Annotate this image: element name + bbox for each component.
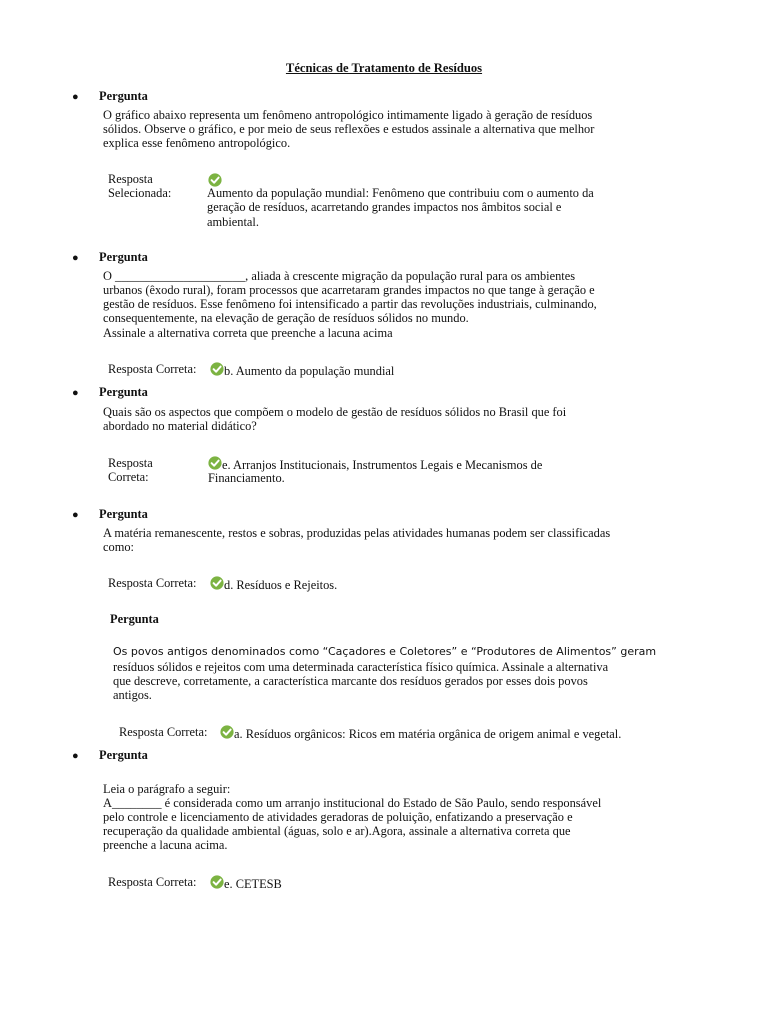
answer-text-line: ambiental. <box>207 215 259 229</box>
question-text-line: consequentemente, na elevação de geração de resíduos sólidos no mundo. <box>103 311 469 325</box>
question-text-line: preenche a lacuna acima. <box>103 838 228 852</box>
green-check-circle-icon <box>208 173 222 187</box>
bullet-dot-icon: ● <box>72 91 79 103</box>
green-check-circle-icon <box>208 456 222 470</box>
answer-label: Resposta Correta: <box>119 725 208 739</box>
question-text-line: Assinale a alternativa correta que preenche a lacuna acima <box>103 326 393 340</box>
question-text-line: Os povos antigos denominados como “Caçadores e Coletores” e “Produtores de Alimentos” geram <box>113 645 657 658</box>
question-text-line: gestão de resíduos. Esse fenômeno foi intensificado a partir das revoluções industriais, culminando, <box>103 297 597 311</box>
question-label: Pergunta <box>99 748 148 762</box>
question-label: Pergunta <box>99 89 148 103</box>
question-text-line: urbanos (êxodo rural), foram processos que acarretaram grandes impactos no que tange à geração e <box>103 283 595 297</box>
question-text-line: sólidos. Observe o gráfico, e por meio de seus reflexões e estudos assinale a alternativa que melhor <box>103 122 595 136</box>
answer-label: Correta: <box>108 470 149 484</box>
green-check-circle-icon <box>210 362 224 376</box>
bullet-dot-icon: ● <box>72 750 79 762</box>
question-text-line: abordado no material didático? <box>103 419 257 433</box>
question-text-line: A matéria remanescente, restos e sobras, produzidas pelas atividades humanas podem ser classificadas <box>103 526 611 540</box>
answer-label: Resposta Correta: <box>108 362 197 376</box>
green-check-circle-icon <box>210 875 224 889</box>
question-text-line: que descreve, corretamente, a característica marcante dos resíduos gerados por esses dois povos <box>113 674 588 688</box>
answer-label: Resposta Correta: <box>108 875 197 889</box>
answer-label: Resposta Correta: <box>108 576 197 590</box>
question-label: Pergunta <box>99 385 148 399</box>
answer-text-line: Financiamento. <box>208 471 285 485</box>
answer-text: a. Resíduos orgânicos: Ricos em matéria orgânica de origem animal e vegetal. <box>234 727 622 741</box>
answer-text-line: Aumento da população mundial: Fenômeno que contribuiu com o aumento da <box>207 186 594 200</box>
bullet-dot-icon: ● <box>72 387 79 399</box>
question-text-line: O gráfico abaixo representa um fenômeno antropológico intimamente ligado à geração de resíduos <box>103 108 593 122</box>
question-text-line: pelo controle e licenciamento de atividades geradoras de poluição, enfatizando a preservação e <box>103 810 573 824</box>
question-text-line: recuperação da qualidade ambiental (águas, solo e ar).Agora, assinale a alternativa correta que <box>103 824 571 838</box>
answer-text-line: geração de resíduos, acarretando grandes impactos nos âmbitos social e <box>207 200 562 214</box>
answer-text: e. CETESB <box>224 877 282 891</box>
question-text-line: antigos. <box>113 688 152 702</box>
answer-text-line: e. Arranjos Institucionais, Instrumentos Legais e Mecanismos de <box>222 458 543 472</box>
question-label: Pergunta <box>110 612 159 626</box>
document-title: Técnicas de Tratamento de Resíduos <box>285 61 483 75</box>
question-text-line: Leia o parágrafo a seguir: <box>103 782 231 796</box>
answer-text: d. Resíduos e Rejeitos. <box>224 578 338 592</box>
question-text-line: O _____________________, aliada à crescente migração da população rural para os ambientes <box>103 269 576 283</box>
question-text-line: como: <box>103 540 134 554</box>
question-text-line: explica esse fenômeno antropológico. <box>103 136 291 150</box>
bullet-dot-icon: ● <box>72 509 79 521</box>
answer-label: Resposta <box>108 172 153 186</box>
answer-text: b. Aumento da população mundial <box>224 364 395 378</box>
green-check-circle-icon <box>210 576 224 590</box>
question-text-line: A________ é considerada como um arranjo institucional do Estado de São Paulo, sendo responsável <box>103 796 602 810</box>
green-check-circle-icon <box>220 725 234 739</box>
question-label: Pergunta <box>99 507 148 521</box>
question-text-line: Quais são os aspectos que compõem o modelo de gestão de resíduos sólidos no Brasil que foi <box>103 405 567 419</box>
answer-label: Resposta <box>108 456 153 470</box>
question-text-line: resíduos sólidos e rejeitos com uma determinada característica físico química. Assinale a alternativa <box>113 660 609 674</box>
question-label: Pergunta <box>99 250 148 264</box>
answer-label: Selecionada: <box>108 186 172 200</box>
bullet-dot-icon: ● <box>72 252 79 264</box>
